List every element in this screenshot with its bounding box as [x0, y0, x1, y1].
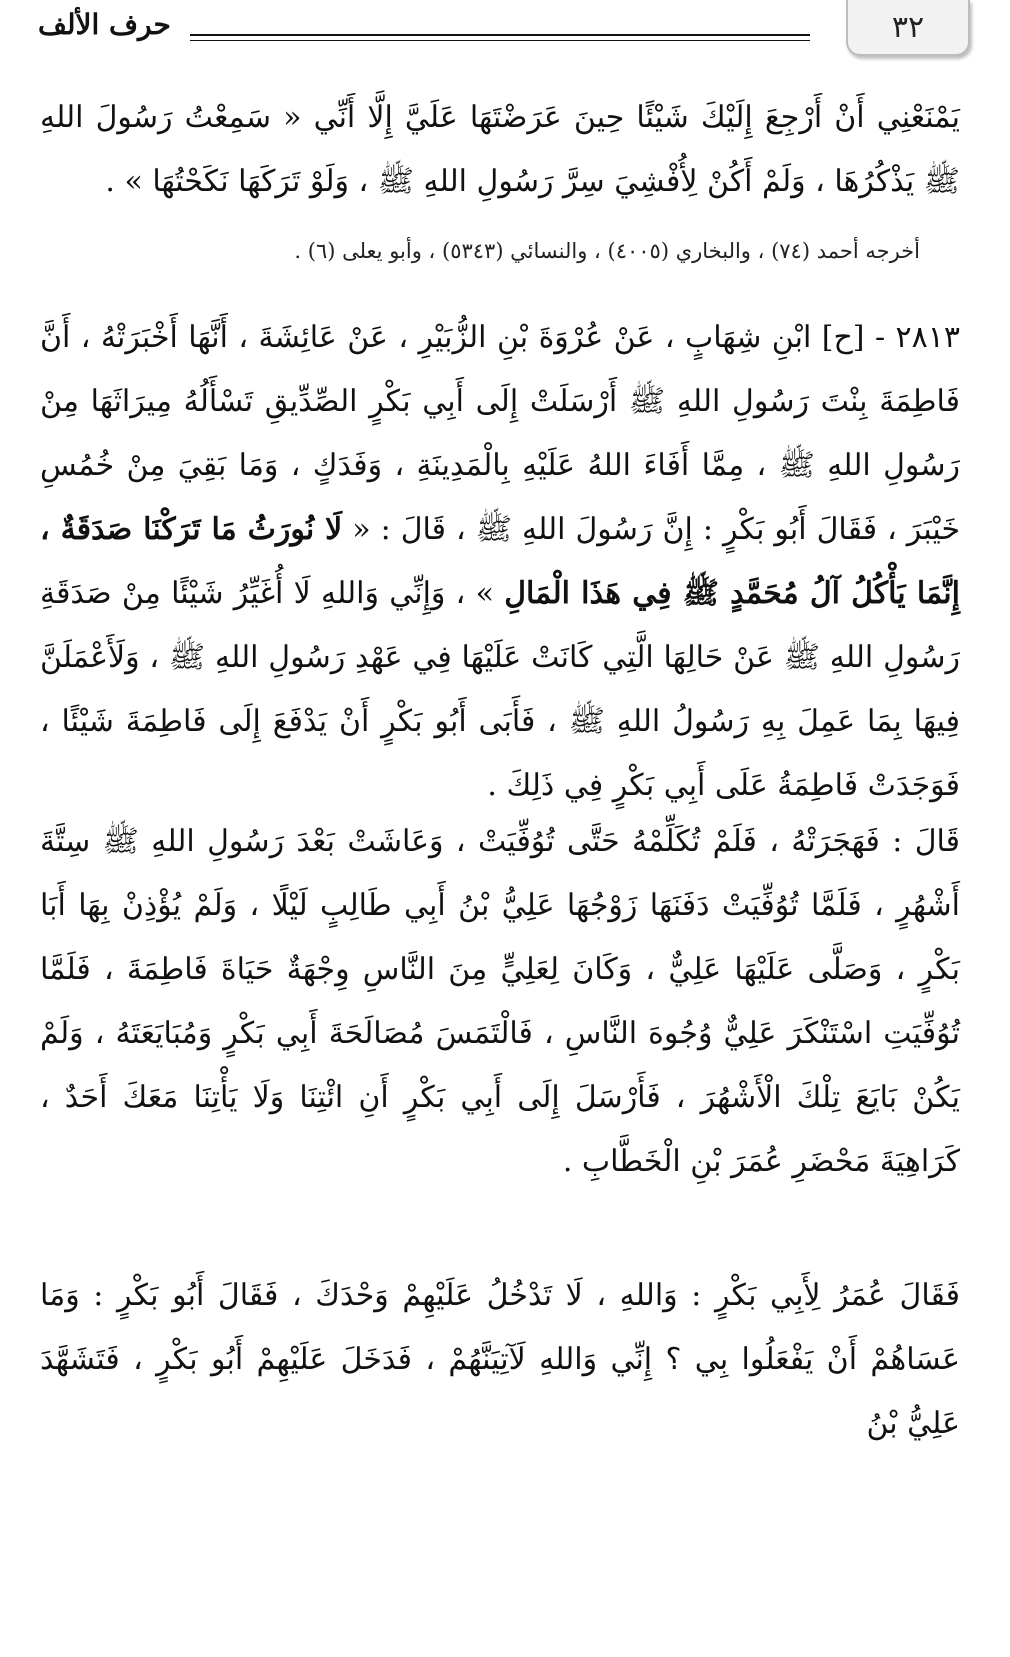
hadith-2813 [40, 306, 960, 818]
page-header [0, 0, 1010, 70]
hadith-2813-intro: ٢٨١٣ - [ح] ابْنِ شِهَابٍ ، عَنْ عُرْوَةَ بْنِ الزُّبَيْرِ ، عَنْ عَائِشَةَ ، أَنَّهَا أَخْبَرَتْهُ ، أَنَّ فَاطِمَةَ بِنْتَ رَسُولِ اللهِ ﷺ أَرْسَلَتْ إِلَى أَبِي بَكْرٍ الصِّدِّيقِ تَسْأَلُهُ مِيرَاثَهَا مِنْ رَسُولِ اللهِ ﷺ ، مِمَّا أَفَاءَ اللهُ عَلَيْهِ بِالْمَدِينَةِ ، وَفَدَكٍ ، وَمَا بَقِيَ مِنْ خُمُسِ خَيْبَرَ ، فَقَالَ أَبُو بَكْرٍ : إِنَّ رَسُولَ اللهِ ﷺ ، قَالَ : « [40, 320, 961, 547]
paragraph-narration: قَالَ : فَهَجَرَتْهُ ، فَلَمْ تُكَلِّمْهُ حَتَّى تُوُفِّيَتْ ، وَعَاشَتْ بَعْدَ رَسُولِ اللهِ ﷺ سِتَّةَ أَشْهُرٍ ، فَلَمَّا تُوُفِّيَتْ دَفَنَهَا زَوْجُهَا عَلِيُّ بْنُ أَبِي طَالِبٍ لَيْلًا ، وَلَمْ يُؤْذِنْ بِهَا أَبَا بَكْرٍ ، وَصَلَّى عَلَيْهَا عَلِيٌّ ، وَكَانَ لِعَلِيٍّ مِنَ النَّاسِ وِجْهَةٌ حَيَاةَ فَاطِمَةَ ، فَلَمَّا تُوُفِّيَتِ اسْتَنْكَرَ عَلِيٌّ وُجُوهَ النَّاسِ ، فَالْتَمَسَ مُصَالَحَةَ أَبِي بَكْرٍ وَمُبَايَعَتَهُ ، وَلَمْ يَكُنْ بَايَعَ تِلْكَ الْأَشْهُرَ ، فَأَرْسَلَ إِلَى أَبِي بَكْرٍ أَنِ ائْتِنَا وَلَا يَأْتِنَا مَعَكَ أَحَدٌ ، كَرَاهِيَةَ مَحْضَرِ عُمَرَ بْنِ الْخَطَّابِ . [40, 824, 960, 1179]
header-rule [190, 34, 810, 36]
chapter-title: حرف الألف [38, 8, 171, 41]
page-number-tab [846, 0, 970, 56]
paragraph-umar: فَقَالَ عُمَرُ لِأَبِي بَكْرٍ : وَاللهِ ، لَا تَدْخُلُ عَلَيْهِمْ وَحْدَكَ ، فَقَالَ أَبُو بَكْرٍ : وَمَا عَسَاهُمْ أَنْ يَفْعَلُوا بِي ؟ إِنِّي وَاللهِ لَآتِيَنَّهُمْ ، فَدَخَلَ عَلَيْهِمْ أَبُو بَكْرٍ ، فَتَشَهَّدَ عَلِيُّ بْنُ [40, 1278, 960, 1441]
footnote-citation: أخرجه أحمد (٧٤) ، والبخاري (٤٠٠٥) ، والنسائي (٥٣٤٣) ، وأبو يعلى (٦) . [294, 239, 920, 263]
paragraph-continuation: يَمْنَعْنِي أَنْ أَرْجِعَ إِلَيْكَ شَيْئًا حِينَ عَرَضْتَهَا عَلَيَّ إِلَّا أَنِّي « سَمِعْتُ رَسُولَ اللهِ ﷺ يَذْكُرُهَا ، وَلَمْ أَكُنْ لِأُفْشِيَ سِرَّ رَسُولِ اللهِ ﷺ ، وَلَوْ تَرَكَهَا نَكَحْتُهَا » . [40, 100, 960, 199]
hadith-2813-rest: » ، وَإِنِّي وَاللهِ لَا أُغَيِّرُ شَيْئًا مِنْ صَدَقَةِ رَسُولِ اللهِ ﷺ عَنْ حَالِهَا الَّتِي كَانَتْ عَلَيْهَا فِي عَهْدِ رَسُولِ اللهِ ﷺ ، وَلَأَعْمَلَنَّ فِيهَا بِمَا عَمِلَ بِهِ رَسُولُ اللهِ ﷺ ، فَأَبَى أَبُو بَكْرٍ أَنْ يَدْفَعَ إِلَى فَاطِمَةَ شَيْئًا ، فَوَجَدَتْ فَاطِمَةُ عَلَى أَبِي بَكْرٍ فِي ذَلِكَ . [40, 576, 960, 803]
header-rule-thin [190, 40, 810, 41]
page-number: ٣٢ [891, 9, 925, 45]
hadith-2813-quote: لَا نُورَثُ مَا تَرَكْنَا صَدَقَةٌ ، إِنَّمَا يَأْكُلُ آلُ مُحَمَّدٍ ﷺ فِي هَذَا الْمَالِ [40, 512, 960, 611]
